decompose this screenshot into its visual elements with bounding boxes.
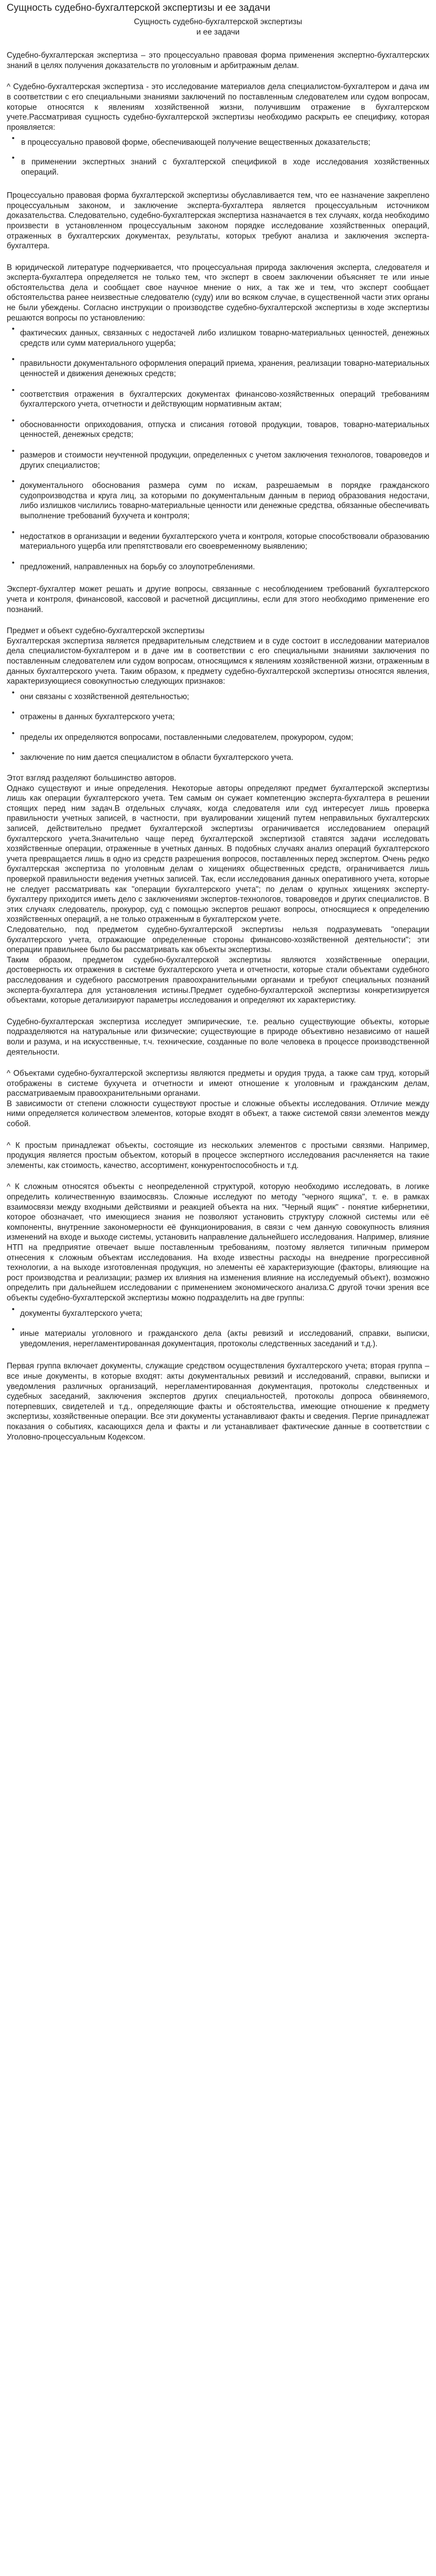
list-item: • размеров и стоимости неучтенной продукции, определенных с учетом заключения технологов, товароведов и других специалистов; [7,450,429,470]
list-item: • иные материалы уголовного и гражданского дела (акты ревизий и исследований, справки, выписки, уведомления, нерегламентированная документация, протоколы следственных заседаний и т.д.). [7,1329,429,1349]
list-item: • обоснованности оприходования, отпуска и списания готовой продукции, товаров, товарно-материальных ценностей, денежных средств; [7,420,429,440]
paragraph: Первая группа включает документы, служащие средством осуществления бухгалтерского учета; вторая группа – все иные документы, в которые входят: акты документальных ревизий и исследований, справки, выписки и уведомления различных организаций, нерегламентированная документация, протоколы следственных и судебных заседаний, заключения экспертов других специальностей, протоколы допроса обвиняемого, потерпевших, свидетелей и т.д., определяющие факты и обстоятельства, имеющие отношение к предмету экспертизы, хозяйственные операции. Все эти документы устанавливают факты и сведения. Пергие принадлежат показания о событиях, касающихся дела и факты и ли устанавливает фактические данные в соответствии с Уголовно-процессуальным Кодексом. [7,1362,429,1442]
bullet-list [7,1309,429,1349]
list-item: • в процессуально правовой форме, обеспечивающей получение вещественных доказательств; [7,138,429,148]
paragraph: Процессуально правовая форма бухгалтерской экспертизы обуславливается тем, что ее назначение закреплено процессуальным законом, и заключение эксперта-бухгалтера является процессуальным источником доказательства. Следовательно, судебно-бухгалтерская экспертиза назначается в тех случаях, когда необходимо произвести в установленном процессуальным законом порядке исследование хозяйственных операций, отраженных в бухгалтерских документах, результаты, которых требуют анализа и заключения эксперта-бухгалтера. [7,191,429,251]
paragraph: ^ Судебно-бухгалтерская экспертиза - это исследование материалов дела специалистом-бухгалтером и дача им в соответствии с его специальными знаниями заключений по поставленным следователем или судом вопросам, которые относятся к явлениям хозяйственной жизни, получившим отражение в бухгалтерском учете.Рассматривая сущность судебно-бухгалтерской экспертизы необходимо раскрыть ее специфику, которая проявляется: [7,82,429,132]
paragraph: Судебно-бухгалтерская экспертиза – это процессуально правовая форма применения экспертно-бухгалтерских знаний в целях получения доказательств по уголовным и арбитражным делам. [7,51,429,70]
list-item: • соответствия отражения в бухгалтерских документах финансово-хозяйственных операций требованиям бухгалтерского учета, отчетности и действующим нормативным актам; [7,389,429,410]
paragraph: Эксперт-бухгалтер может решать и другие вопросы, связанные с несоблюдением требований бухгалтерского учета и контроля, финансовой, кассовой и расчетной дисциплины, если для этого необходимо применение его познаний. [7,585,429,614]
list-item: • фактических данных, связанных с недостачей либо излишком товарно-материальных ценностей, денежных средств или сумм материального ущерба; [7,328,429,348]
list-item: • отражены в данных бухгалтерского учета; [7,712,429,722]
paragraph: Судебно-бухгалтерская экспертиза исследует эмпирические, т.е. реально существующие объекты, которые подразделяются на натуральные или физические; существующие в природе объективно независимо от нашей воли и разума, и на искусственные, т.ч. технические, созданные по воле человека в процессе производственной деятельности. [7,1017,429,1057]
list-item: • заключение по ним дается специалистом в области бухгалтерского учета. [7,753,429,763]
section-subtitle: Сущность судебно-бухгалтерской экспертизы и ее задачи [134,18,302,37]
list-item: • документального обоснования размера сумм по искам, разрешаемым в порядке гражданского судопроизводства и круга лиц, за которыми по документальным данным в период образования недостачи, либо излишков числились товарно-материальные ценности или денежные средства, обязанные обеспечивать выполнение требований бухучета и контроля; [7,481,429,521]
list-item: • документы бухгалтерского учета; [7,1309,429,1319]
paragraph: ^ К сложным относятся объекты с неопределенной структурой, которую необходимо исследовать, в логике определить количественную взаимосвязь. Сложные исследуют по методу "черного ящика", т. е. в рамках взаимосвязи между входными действиями и реакцией объекта на них. "Черный ящик" - понятие кибернетики, которое обозначает, что имеющиеся знания не позволяют установить структуру сложной системы или её компоненты, внутренние закономерности её функционирования, в связи с чем данную совокупность влияния изменений на входе и выходе системы, установить направление дальнейшего исследования. Например, влияние НТП на предприятие отвечает выше поставленным требованиям, поэтому является типичным примером отнесения к сложным объектам исследования. На входе известны расходы на внедрение прогрессивной технологии, а на выходе изготовленная продукция, но элементы её характеризующие (факторы, влияющие на рост производства и реализации; размер их влияния на изменения влияние на исследуемый объект), возможно определить при дальнейшем исследовании с применением экономического анализа.С другой точки зрения все объекты судебно-бухгалтерской экспертизы можно подразделить на две группы: [7,1182,429,1302]
bullet-list [7,692,429,763]
list-item: • пределы их определяются вопросами, поставленными следователем, прокурором, судом; [7,733,429,743]
bullet-list [7,138,429,177]
page-title: Сущность судебно-бухгалтерской экспертизы и ее задачи [7,3,271,13]
paragraph: В юридической литературе подчеркивается, что процессуальная природа заключения эксперта, следователя и эксперта-бухгалтера определяется не только тем, что эксперт в своем заключении объясняет те или иные обстоятельства дела и сообщает свое научное мнение о них, а так же и тем, что эксперт сообщает обстоятельства ранее неизвестные следователю (суду) или во всяком случае, в существенной части этих органы не были убеждены. Согласно инструкции о производстве судебно-бухгалтерской экспертизы в ходе экспертизы решаются вопросы по установлению: [7,263,429,323]
list-item: • в применении экспертных знаний с бухгалтерской спецификой в ходе исследования хозяйственных операций. [7,157,429,177]
paragraph: Этот взгляд разделяют большинство авторов. Однако существуют и иные определения. Некоторые авторы определяют предмет бухгалтерской экспертизы лишь как операции бухгалтерского учета. Тем самым он сужает компетенцию эксперта-бухгалтера в решении стоящих перед ним задач.В отдельных случаях, когда следователя или суд интересует лишь проверка правильности учетных записей, в частности, при вуалировании хищений путем неправильных бухгалтерских записей, действительно предмет бухгалтерской экспертизы ограничивается исследованием операций бухгалтерского учета.Значительно чаще перед бухгалтерской экспертизой ставятся задачи исследовать хозяйственные операции, отраженные в учетных данных. В подобных случаях анализ операций бухгалтерского учета превращается лишь в одно из средств разрешения вопросов, поставленных перед экспертом. Очень редко бухгалтерская экспертиза по уголовным делам о хищениях общественных средств, ограничивается лишь проверкой правильности ведения учетных записей. Так, если исследования данных оперативного учета, которые не следует рассматривать как "операции бухгалтерского учета"; по делам о крупных хищениях эксперту-бухгалтеру приходится иметь дело с заключениями экспертов-технологов, товароведов и других специалистов. В этих случаях следователь, прокурор, суд с помощью экспертов решают вопросы, относящиеся к определению хозяйственных операций, а не только отраженным в бухгалтерском учете. Следовательно, под предметом судебно-бухгалтерской экспертизы нельзя подразумевать "операции бухгалтерского учета, отражающие определенные стороны финансово-хозяйственной деятельности"; эти операции правильнее было бы рассматривать как объекты экспертизы. Таким образом, предметом судебно-бухгалтерской экспертизы являются хозяйственные операции, достоверность их отражения в системе бухгалтерского учета и отчетности, которые стали объектами судебного расследования и судебного рассмотрения правоохранительными органами и требуют специальных познаний эксперта-бухгалтера для установления истины.Предмет судебно-бухгалтерской экспертизы конкретизируется объектами, которые детализируют параметры исследования и определяют их характеристику. [7,774,429,1005]
list-item: • предложений, направленных на борьбу со злоупотреблениями. [7,562,429,572]
list-item: • они связаны с хозяйственной деятельностью; [7,692,429,702]
paragraph: Предмет и объект судебно-бухгалтерской экспертизы Бухгалтерская экспертиза является предварительным следствием и в суде состоит в исследовании материалов дела специалистом-бухгалтером и в даче им в соответствии с его специальными знаниями заключения по поставленным следователем или судом вопросам, относящимся к явлениям хозяйственной жизни, отраженным в данных бухгалтерского учета. Таким образом, к предмету судебно-бухгалтерской экспертизы относятся явления, характеризующиеся совокупностью следующих признаков: [7,626,429,686]
paragraph: ^ Объектами судебно-бухгалтерской экспертизы являются предметы и орудия труда, а также сам труд, который отображены в системе бухучета и отчетности и имеют отношение к уголовным и гражданским делам, рассматриваемым правоохранительными органами. В зависимости от степени сложности существуют простые и сложные объекты исследования. Отличие между ними определяется количеством элементов, которые входят в объект, а также системой связи элементов между собой. [7,1069,429,1129]
paragraph: ^ К простым принадлежат объекты, состоящие из нескольких элементов с простыми связями. Например, продукция является простым объектом, который в процессе экспертного исследования расчленяется на такие элементы, как стоимость, качество, ассортимент, конкурентоспособность и т.д. [7,1141,429,1170]
list-item: • недостатков в организации и ведении бухгалтерского учета и контроля, которые способствовали образованию материального ущерба или препятствовали его своевременному выявлению; [7,532,429,552]
bullet-list [7,328,429,572]
list-item: • правильности документального оформления операций приема, хранения, реализации товарно-материальных ценностей и движения денежных средств; [7,359,429,379]
